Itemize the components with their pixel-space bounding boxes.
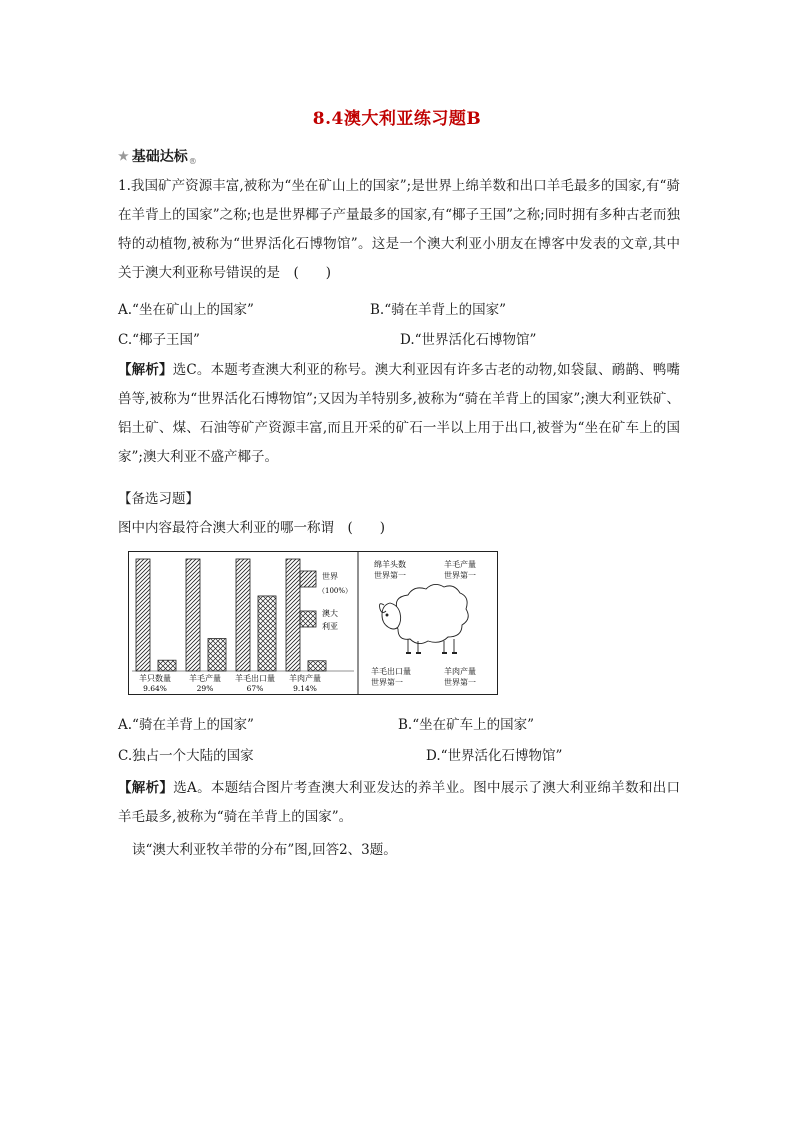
extra-analysis — [118, 774, 680, 832]
legend-australia-label-2: 利亚 — [322, 622, 338, 631]
wool-output-rank: 世界第一 — [444, 571, 476, 580]
bar-world-3 — [236, 559, 250, 671]
value-label-2: 29% — [196, 684, 214, 693]
q1-option-b: B.“骑在羊背上的国家” — [370, 302, 507, 318]
analysis-tag: 【解析】 — [118, 362, 173, 378]
wool-export-label: 羊毛出口量 — [371, 667, 411, 676]
wool-output-label: 羊毛产量 — [444, 560, 476, 569]
page-title: 8.4澳大利亚练习题B — [312, 109, 482, 129]
sheep-count-rank: 世界第一 — [374, 571, 406, 580]
extra-option-c: C.独占一个大陆的国家 — [118, 748, 254, 764]
figure — [128, 551, 498, 695]
legend-australia-swatch — [300, 611, 316, 627]
question-1-text: 1.我国矿产资源丰富,被称为“坐在矿山上的国家”;是世界上绵羊数和出口羊毛最多的国家,有“骑在羊背上的国家”之称;也是世界椰子产量最多的国家,有“椰子王国”之称;同时拥有多种古老而独特的动植物,被称为“世界活化石博物馆”。这是一个澳大利亚小朋友在博客中发表的文章,其中关于澳大利亚称号错误的是 ( ) — [118, 178, 680, 281]
sheep-wool-body — [393, 584, 468, 643]
bar-australia-3 — [258, 596, 276, 671]
extra-analysis-text: 选A。本题结合图片考查澳大利亚发达的养羊业。图中展示了澳大利亚绵羊数和出口羊毛最多,被称为“骑在羊背上的国家”。 — [118, 780, 681, 825]
bar-australia-2 — [208, 639, 226, 671]
wool-export-rank: 世界第一 — [371, 678, 403, 687]
q1-option-d: D.“世界活化石博物馆” — [400, 332, 537, 348]
legend-australia-label-1: 澳大 — [322, 609, 338, 618]
sheep-count-label: 绵羊头数 — [374, 560, 406, 569]
extra-option-d: D.“世界活化石博物馆” — [426, 748, 563, 764]
category-label-2: 羊毛产量 — [189, 674, 221, 683]
extra-question: 图中内容最符合澳大利亚的哪一称谓 ( ) — [118, 520, 386, 536]
sheep-illustration — [380, 584, 469, 653]
value-label-3: 67% — [246, 684, 264, 693]
bar-world-2 — [186, 559, 200, 671]
bar-australia-4 — [308, 661, 326, 671]
mutton-output-rank: 世界第一 — [444, 678, 476, 687]
q1-option-c: C.“椰子王国” — [118, 332, 200, 348]
extra-analysis-tag: 【解析】 — [118, 780, 174, 796]
star-icon: ★ — [118, 149, 129, 163]
bar-world-1 — [136, 559, 150, 671]
category-labels — [139, 673, 321, 693]
sheep-eye — [386, 614, 388, 616]
category-label-4: 羊肉产量 — [289, 674, 321, 683]
read-instruction: 读“澳大利亚牧羊带的分布”图,回答2、3题。 — [132, 842, 397, 858]
category-label-3: 羊毛出口量 — [235, 674, 275, 683]
analysis-text: 选C。本题考查澳大利亚的称号。澳大利亚因有许多古老的动物,如袋鼠、鸸鹋、鸭嘴兽等,被称为“世界活化石博物馆”;又因为羊特别多,被称为“骑在羊背上的国家”;澳大利亚铁矿、铝土矿、煤、石油等矿产资源丰富,而且开采的矿石一半以上用于出口,被誉为“坐在矿车上的国家”;澳大利亚不盛产椰子。 — [118, 362, 681, 465]
value-label-4: 9.14% — [293, 684, 317, 693]
q1-option-a: A.“坐在矿山上的国家” — [118, 302, 254, 318]
bar-chart — [132, 559, 354, 671]
value-label-1: 9.64% — [143, 684, 167, 693]
legend-world-label: 世界 — [322, 572, 338, 581]
q1-analysis — [118, 356, 680, 472]
legend-world-swatch — [300, 571, 316, 587]
section-label: 基础达标 — [131, 149, 188, 165]
bar-australia-1 — [158, 660, 176, 671]
section-sub-mark: ® — [188, 157, 197, 166]
extra-option-b: B.“坐在矿车上的国家” — [398, 717, 535, 733]
bar-world-4 — [286, 559, 300, 671]
extra-option-a: A.“骑在羊背上的国家” — [118, 717, 254, 733]
mutton-output-label: 羊肉产量 — [444, 667, 476, 676]
legend-world-percent: （100%） — [318, 587, 353, 595]
section-heading — [118, 146, 197, 166]
extra-heading: 【备选习题】 — [118, 491, 199, 507]
category-label-1: 羊只数量 — [139, 674, 171, 683]
